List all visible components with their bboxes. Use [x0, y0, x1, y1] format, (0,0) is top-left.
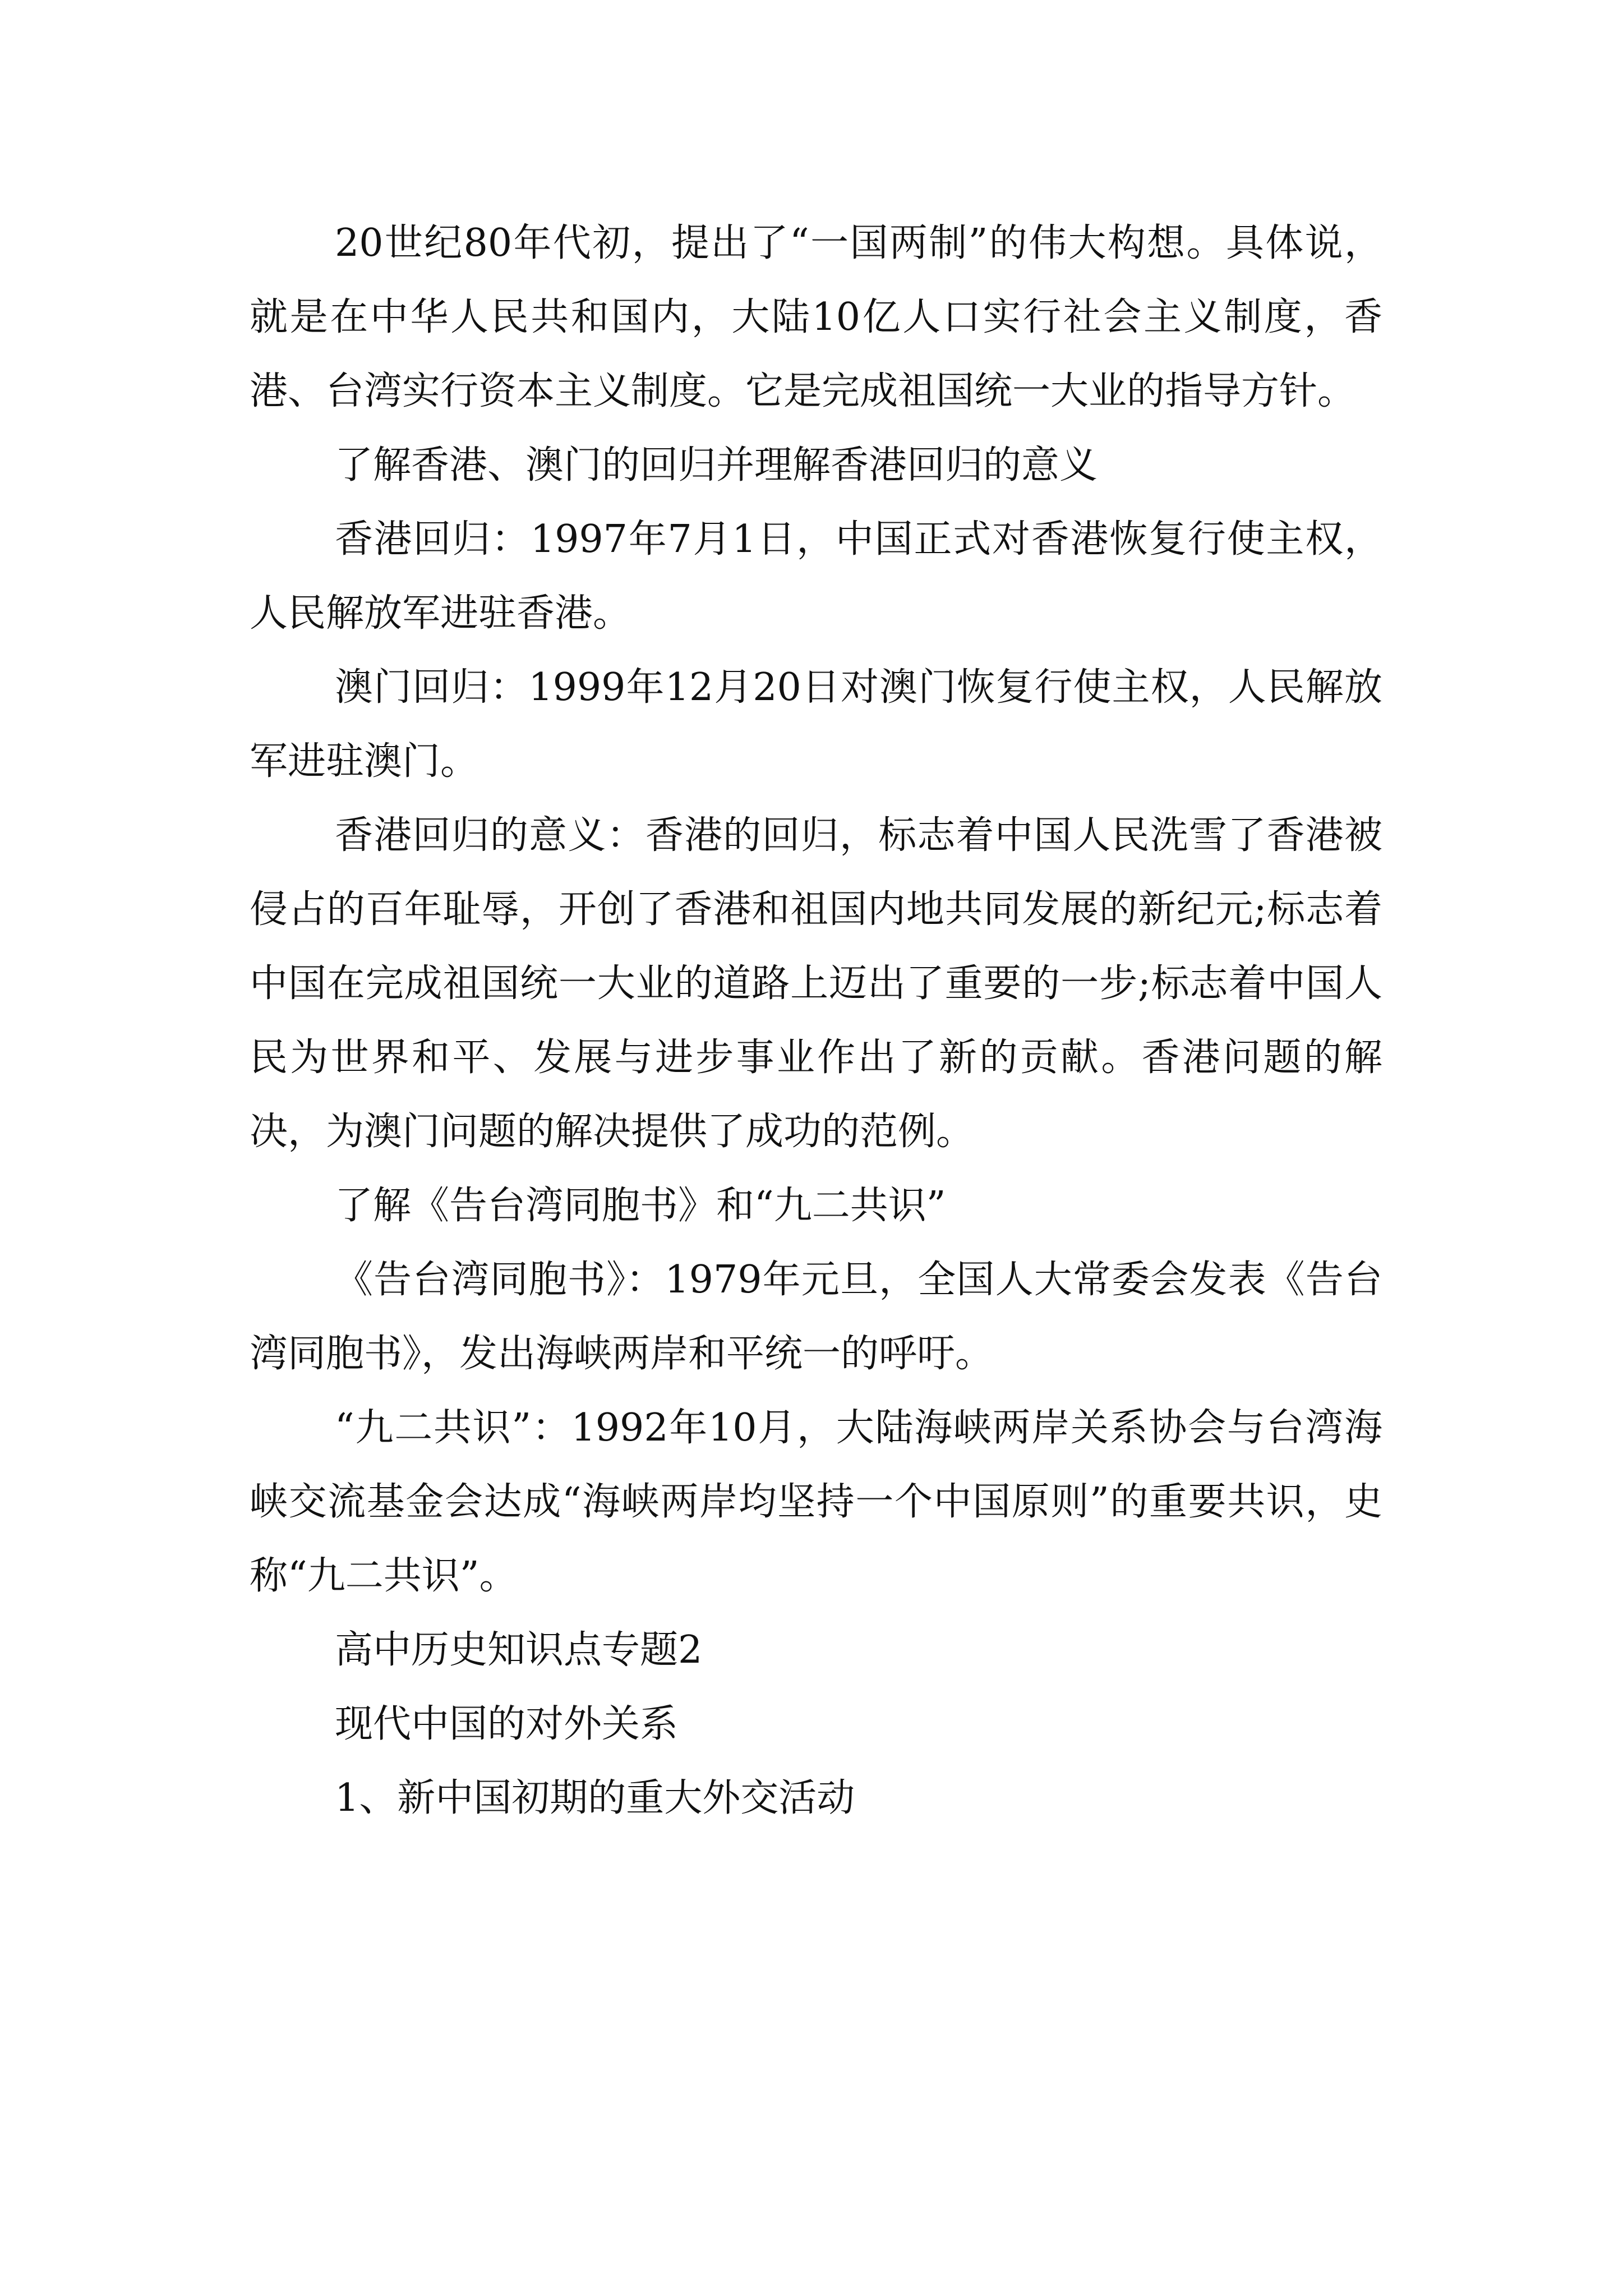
paragraph-hk-return: 香港回归：1997年7月1日，中国正式对香港恢复行使主权，人民解放军进驻香港。 — [250, 517, 1382, 636]
paragraph-1992-consensus: “九二共识”：1992年10月，大陆海峡两岸关系协会与台湾海峡交流基金会达成“海峡两岸均坚持一个中国原则”的重要共识，史称“九二共识”。 — [250, 1406, 1382, 1598]
paragraph-macau-return: 澳门回归：1999年12月20日对澳门恢复行使主权，人民解放军进驻澳门。 — [250, 665, 1382, 784]
paragraph-hk-return-significance: 香港回归的意义：香港的回归，标志着中国人民洗雪了香港被侵占的百年耻辱，开创了香港和祖国内地共同发展的新纪元;标志着中国在完成祖国统一大业的道路上迈出了重要的一步;标志着中国人民为世界和平、发展与进步事业作出了新的贡献。香港问题的解决，为澳门问题的解决提供了成功的范例。 — [250, 813, 1382, 1154]
heading-topic-2: 高中历史知识点专题2 — [335, 1628, 703, 1672]
heading-foreign-relations: 现代中国的对外关系 — [335, 1702, 679, 1746]
paragraph-one-country-two-systems: 20世纪80年代初，提出了“一国两制”的伟大构想。具体说，就是在中华人民共和国内，大陆10亿人口实行社会主义制度，香港、台湾实行资本主义制度。它是完成祖国统一大业的指导方针。 — [250, 221, 1382, 413]
heading-hk-macau-return: 了解香港、澳门的回归并理解香港回归的意义 — [335, 443, 1098, 487]
paragraph-message-to-taiwan: 《告台湾同胞书》：1979年元旦，全国人大常委会发表《告台湾同胞书》，发出海峡两岸和平统一的呼吁。 — [250, 1258, 1382, 1376]
heading-early-diplomacy: 1、新中国初期的重大外交活动 — [335, 1776, 855, 1820]
document-body — [250, 206, 1382, 1835]
heading-taiwan-message-consensus: 了解《告台湾同胞书》和“九二共识” — [335, 1184, 946, 1228]
